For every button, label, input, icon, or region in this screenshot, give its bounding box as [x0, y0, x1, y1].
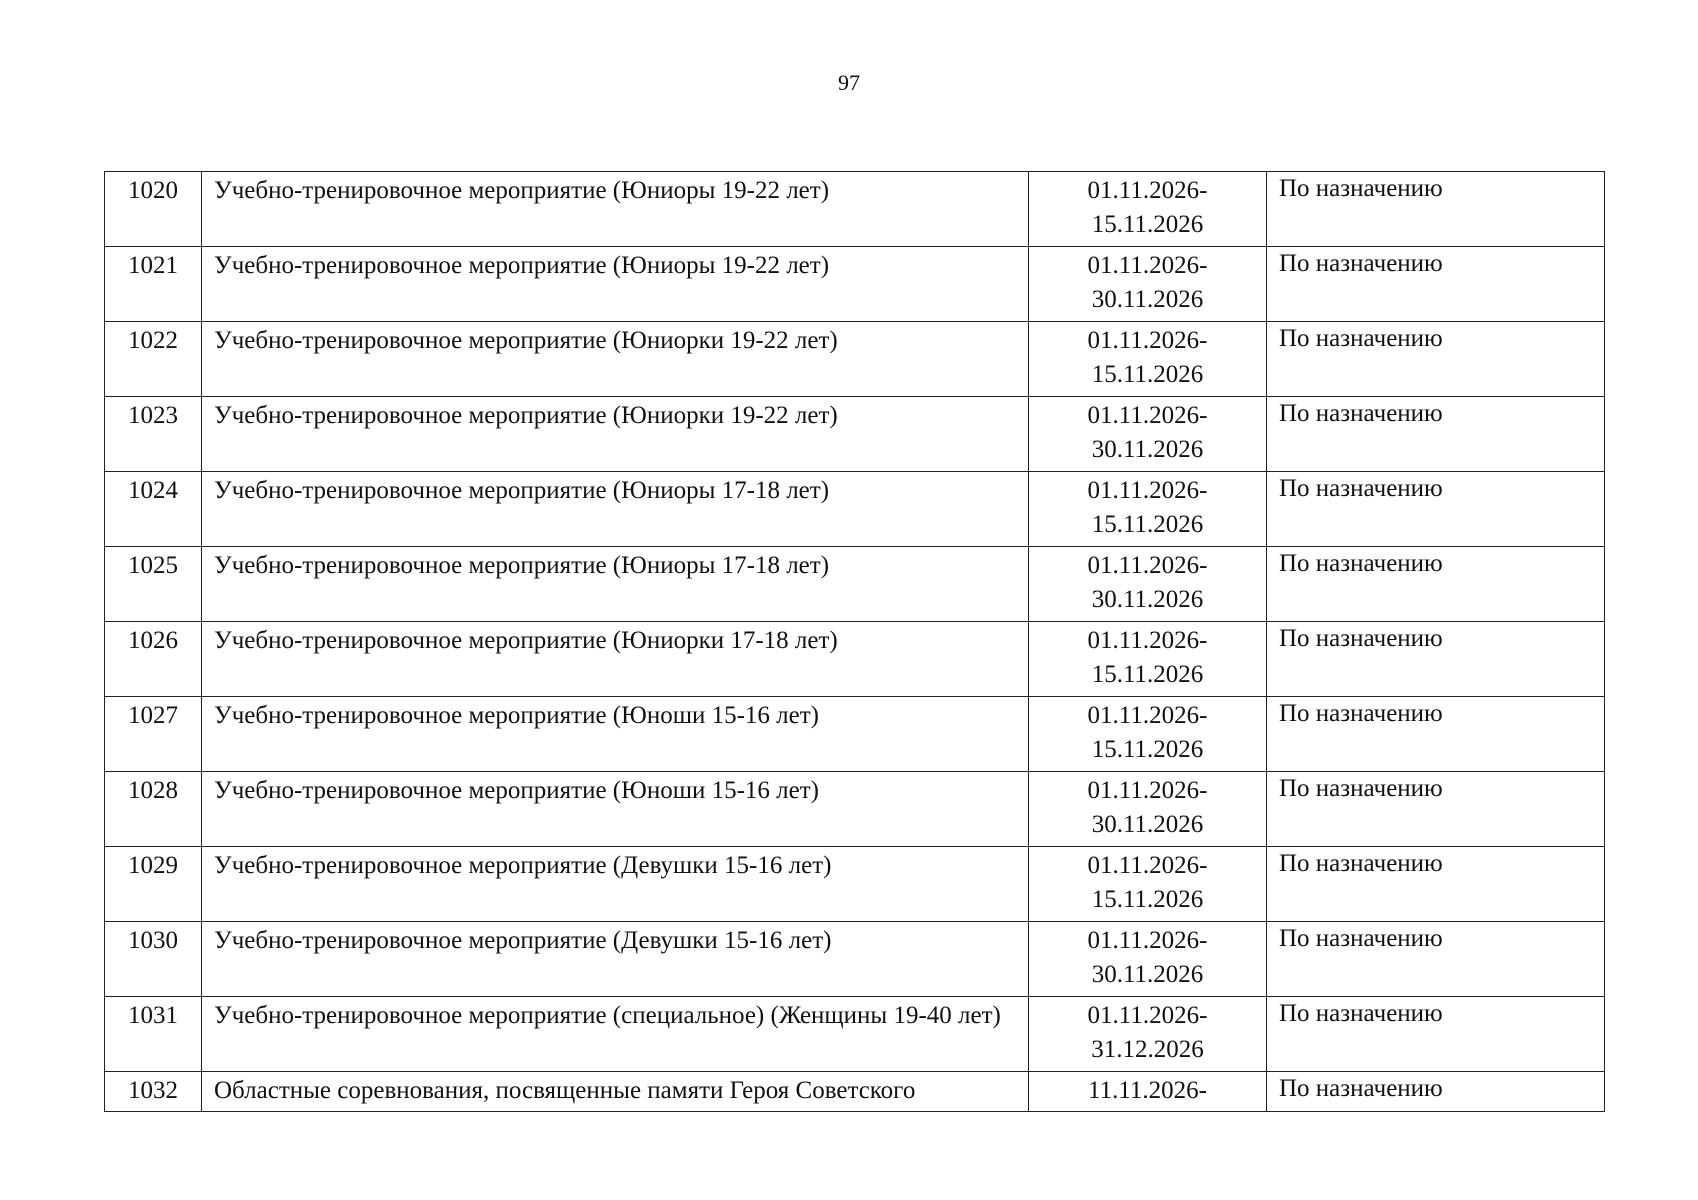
table-row — [105, 247, 1605, 322]
table-row — [105, 1072, 1605, 1112]
event-dates — [1029, 772, 1267, 847]
date-start: 01.11.2026- — [1087, 177, 1208, 204]
table-row — [105, 322, 1605, 397]
event-name: Областные соревнования, посвященные памяти Героя Советского — [202, 1072, 1029, 1112]
date-end: 15.11.2026 — [1091, 361, 1204, 388]
event-dates — [1029, 1072, 1267, 1112]
date-start: 01.11.2026- — [1087, 402, 1208, 429]
table-row — [105, 547, 1605, 622]
event-place: По назначению — [1267, 847, 1605, 922]
date-start: 01.11.2026- — [1087, 927, 1208, 954]
date-end: 15.11.2026 — [1091, 661, 1204, 688]
date-start: 01.11.2026- — [1087, 852, 1208, 879]
row-number: 1029 — [105, 847, 202, 922]
event-name: Учебно-тренировочное мероприятие (Юниоры 17-18 лет) — [202, 547, 1029, 622]
table-row — [105, 397, 1605, 472]
event-dates — [1029, 397, 1267, 472]
events-table — [104, 171, 1605, 1112]
date-end: 15.11.2026 — [1091, 886, 1204, 913]
event-name: Учебно-тренировочное мероприятие (Юниорки 19-22 лет) — [202, 397, 1029, 472]
events-table-body — [105, 172, 1605, 1112]
event-name: Учебно-тренировочное мероприятие (Юноши 15-16 лет) — [202, 697, 1029, 772]
table-row — [105, 172, 1605, 247]
event-dates — [1029, 997, 1267, 1072]
date-end: 30.11.2026 — [1091, 436, 1204, 463]
row-number: 1031 — [105, 997, 202, 1072]
date-end: 31.12.2026 — [1091, 1036, 1204, 1063]
date-start: 11.11.2026- — [1088, 1077, 1207, 1104]
event-place: По назначению — [1267, 172, 1605, 247]
date-end: 30.11.2026 — [1091, 961, 1204, 988]
event-name: Учебно-тренировочное мероприятие (Юниорки 19-22 лет) — [202, 322, 1029, 397]
row-number: 1024 — [105, 472, 202, 547]
row-number: 1025 — [105, 547, 202, 622]
event-place: По назначению — [1267, 997, 1605, 1072]
event-place: По назначению — [1267, 772, 1605, 847]
event-dates — [1029, 247, 1267, 322]
row-number: 1020 — [105, 172, 202, 247]
event-place: По назначению — [1267, 922, 1605, 997]
event-dates — [1029, 622, 1267, 697]
event-name: Учебно-тренировочное мероприятие (специальное) (Женщины 19-40 лет) — [202, 997, 1029, 1072]
event-dates — [1029, 322, 1267, 397]
table-row — [105, 622, 1605, 697]
date-end: 15.11.2026 — [1091, 211, 1204, 238]
table-row — [105, 772, 1605, 847]
event-name: Учебно-тренировочное мероприятие (Девушки 15-16 лет) — [202, 847, 1029, 922]
date-start: 01.11.2026- — [1087, 327, 1208, 354]
row-number: 1028 — [105, 772, 202, 847]
table-row — [105, 697, 1605, 772]
event-name: Учебно-тренировочное мероприятие (Девушки 15-16 лет) — [202, 922, 1029, 997]
date-start: 01.11.2026- — [1087, 702, 1208, 729]
event-place: По назначению — [1267, 547, 1605, 622]
event-place: По назначению — [1267, 1072, 1605, 1112]
row-number: 1030 — [105, 922, 202, 997]
row-number: 1021 — [105, 247, 202, 322]
event-name: Учебно-тренировочное мероприятие (Юноши 15-16 лет) — [202, 772, 1029, 847]
date-start: 01.11.2026- — [1087, 552, 1208, 579]
event-dates — [1029, 472, 1267, 547]
row-number: 1032 — [105, 1072, 202, 1112]
table-row — [105, 472, 1605, 547]
event-dates — [1029, 697, 1267, 772]
event-name: Учебно-тренировочное мероприятие (Юниоры 19-22 лет) — [202, 172, 1029, 247]
event-place: По назначению — [1267, 247, 1605, 322]
event-place: По назначению — [1267, 397, 1605, 472]
page-number: 97 — [838, 70, 860, 95]
event-dates — [1029, 847, 1267, 922]
event-name: Учебно-тренировочное мероприятие (Юниоры 19-22 лет) — [202, 247, 1029, 322]
date-end: 15.11.2026 — [1091, 511, 1204, 538]
date-start: 01.11.2026- — [1087, 777, 1208, 804]
date-start: 01.11.2026- — [1087, 477, 1208, 504]
event-dates — [1029, 547, 1267, 622]
event-dates — [1029, 172, 1267, 247]
table-row — [105, 997, 1605, 1072]
date-end: 15.11.2026 — [1091, 736, 1204, 763]
date-start: 01.11.2026- — [1087, 252, 1208, 279]
date-end: 30.11.2026 — [1091, 286, 1204, 313]
event-name: Учебно-тренировочное мероприятие (Юниорки 17-18 лет) — [202, 622, 1029, 697]
table-row — [105, 922, 1605, 997]
date-start: 01.11.2026- — [1087, 1002, 1208, 1029]
row-number: 1027 — [105, 697, 202, 772]
date-start: 01.11.2026- — [1087, 627, 1208, 654]
row-number: 1026 — [105, 622, 202, 697]
event-place: По назначению — [1267, 322, 1605, 397]
event-place: По назначению — [1267, 472, 1605, 547]
table-row — [105, 847, 1605, 922]
row-number: 1023 — [105, 397, 202, 472]
date-end: 30.11.2026 — [1091, 586, 1204, 613]
date-end: 30.11.2026 — [1091, 811, 1204, 838]
row-number: 1022 — [105, 322, 202, 397]
event-name: Учебно-тренировочное мероприятие (Юниоры 17-18 лет) — [202, 472, 1029, 547]
event-dates — [1029, 922, 1267, 997]
event-place: По назначению — [1267, 697, 1605, 772]
event-place: По назначению — [1267, 622, 1605, 697]
